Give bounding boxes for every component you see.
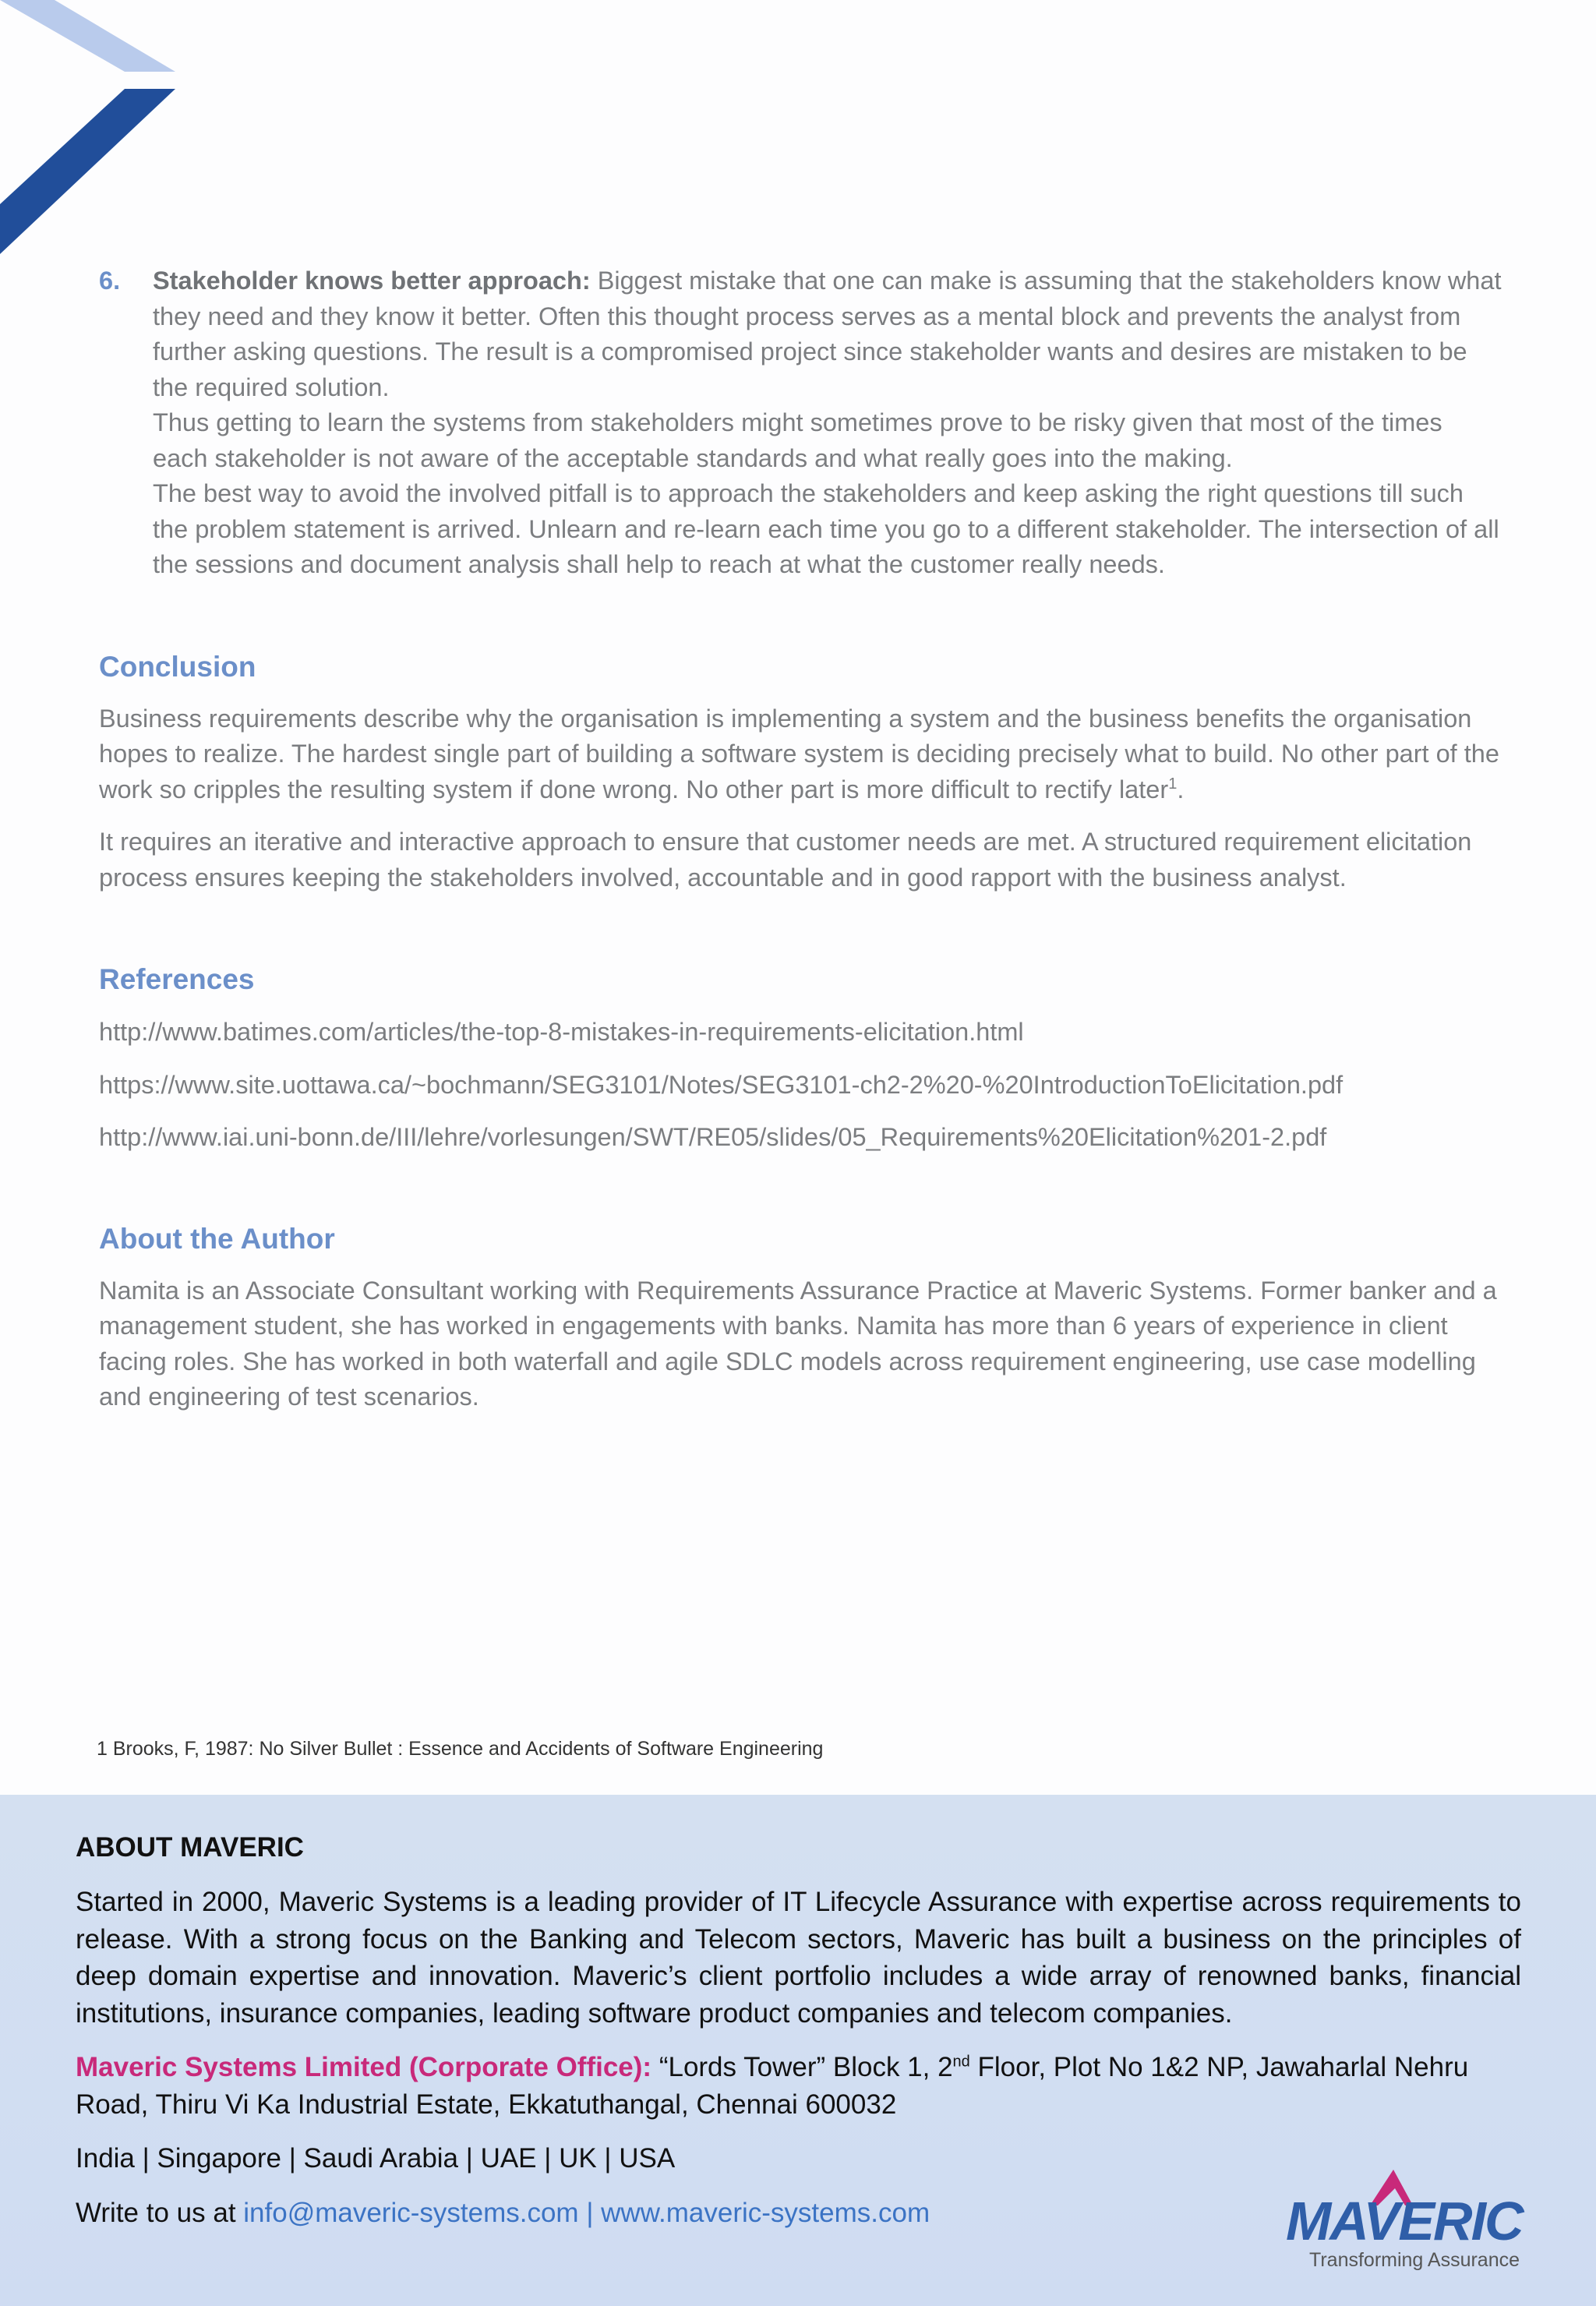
about-author-heading: About the Author: [99, 1222, 335, 1255]
about-author-text: Namita is an Associate Consultant working with Requirements Assurance Practice at Maveric Systems. Former banker and a management student, she has worked in engagements with banks. Namita has more than 6 years of experience in client facing roles. She has worked in both waterfall and agile SDLC models across requirement engineering, use case modelling and engineering of test scenarios.: [99, 1276, 1497, 1411]
logo-wordmark: MAVERIC: [1286, 2191, 1523, 2251]
item-text-1: Biggest mistake that one can make is assuming that the stakeholders know what they need and they know it better. Often this thought process serves as a mental block and prevents the analyst from further asking questions. The result is a compromised project since stakeholder wants and desires are mistaken to be the required solution.: [153, 267, 1502, 401]
office-address-a: “Lords Tower” Block 1, 2: [651, 2052, 953, 2082]
country-list: India | Singapore | Saudi Arabia | UAE | UK | USA: [76, 2143, 676, 2174]
contact-separator: |: [578, 2197, 602, 2228]
references-heading: References: [99, 963, 255, 995]
reference-link-3[interactable]: http://www.iai.uni-bonn.de/III/lehre/vorlesungen/SWT/RE05/slides/05_Requirements%20Elicitation%201-2.pdf: [99, 1123, 1327, 1151]
contact-prefix: Write to us at: [76, 2197, 244, 2228]
corporate-office-address: [76, 2049, 1521, 2123]
website-link[interactable]: www.maveric-systems.com: [601, 2197, 930, 2228]
logo-tagline: Transforming Assurance: [1309, 2249, 1520, 2271]
item-paragraph-3: The best way to avoid the involved pitfall is to approach the stakeholders and keep asking the right questions till such the problem statement is arrived. Unlearn and re-learn each time you go to a different stakeholder. The intersection of all the sessions and document analysis shall help to reach at what the customer really needs.: [153, 479, 1499, 578]
footnote: 1 Brooks, F, 1987: No Silver Bullet : Essence and Accidents of Software Engineering: [97, 1738, 824, 1760]
about-maveric-text: Started in 2000, Maveric Systems is a leading provider of IT Lifecycle Assurance with expertise across requirements to release. With a strong focus on the Banking and Telecom sectors, Maveric has built a business on the principles of deep domain expertise and innovation. Maveric’s client portfolio includes a wide array of renowned banks, financial institutions, insurance companies, leading software product companies and telecom companies.: [76, 1887, 1521, 2029]
conclusion-text: Business requirements describe why the organisation is implementing a system and the business benefits the organisation hopes to realize. The hardest single part of building a software system is deciding precisely what to build. No other part of the work so cripples the resulting system if done wrong. No other part is more difficult to rectify later: [99, 704, 1499, 803]
item-title: Stakeholder knows better approach:: [153, 267, 591, 295]
list-item-6: [99, 263, 1502, 583]
office-sup: nd: [952, 2053, 970, 2071]
corner-chevron-decoration: [0, 0, 187, 265]
reference-link-2[interactable]: https://www.site.uottawa.ca/~bochmann/SEG3101/Notes/SEG3101-ch2-2%20-%20IntroductionToElicitation.pdf: [99, 1070, 1344, 1099]
conclusion-heading: Conclusion: [99, 650, 256, 683]
conclusion-period: .: [1177, 775, 1185, 803]
reference-link-1[interactable]: http://www.batimes.com/articles/the-top-8-mistakes-in-requirements-elicitation.html: [99, 1018, 1024, 1046]
conclusion-paragraph-2: It requires an iterative and interactive approach to ensure that customer needs are met. A structured requirement elicitation process ensures keeping the stakeholders involved, accountable and in good rapport with the business analyst.: [99, 828, 1472, 892]
office-address-b: Floor, Plot No 1&2 NP, Jawaharlal Nehru Road, Thiru Vi Ka Industrial Estate, Ekkatuthangal, Chennai 600032: [76, 2052, 1469, 2120]
item-paragraph-1: [153, 263, 1502, 405]
email-link[interactable]: info@maveric-systems.com: [243, 2197, 579, 2228]
footnote-marker: 1: [1168, 775, 1178, 793]
main-content: [99, 263, 1502, 1415]
item-paragraph-2: Thus getting to learn the systems from stakeholders might sometimes prove to be risky given that most of the times each stakeholder is not aware of the acceptable standards and what really goes into the making.: [153, 408, 1442, 472]
list-number: 6.: [99, 267, 121, 295]
about-maveric-heading: ABOUT MAVERIC: [76, 1832, 304, 1863]
office-label: Maveric Systems Limited (Corporate Office):: [76, 2052, 652, 2082]
conclusion-paragraph-1: [99, 701, 1502, 808]
